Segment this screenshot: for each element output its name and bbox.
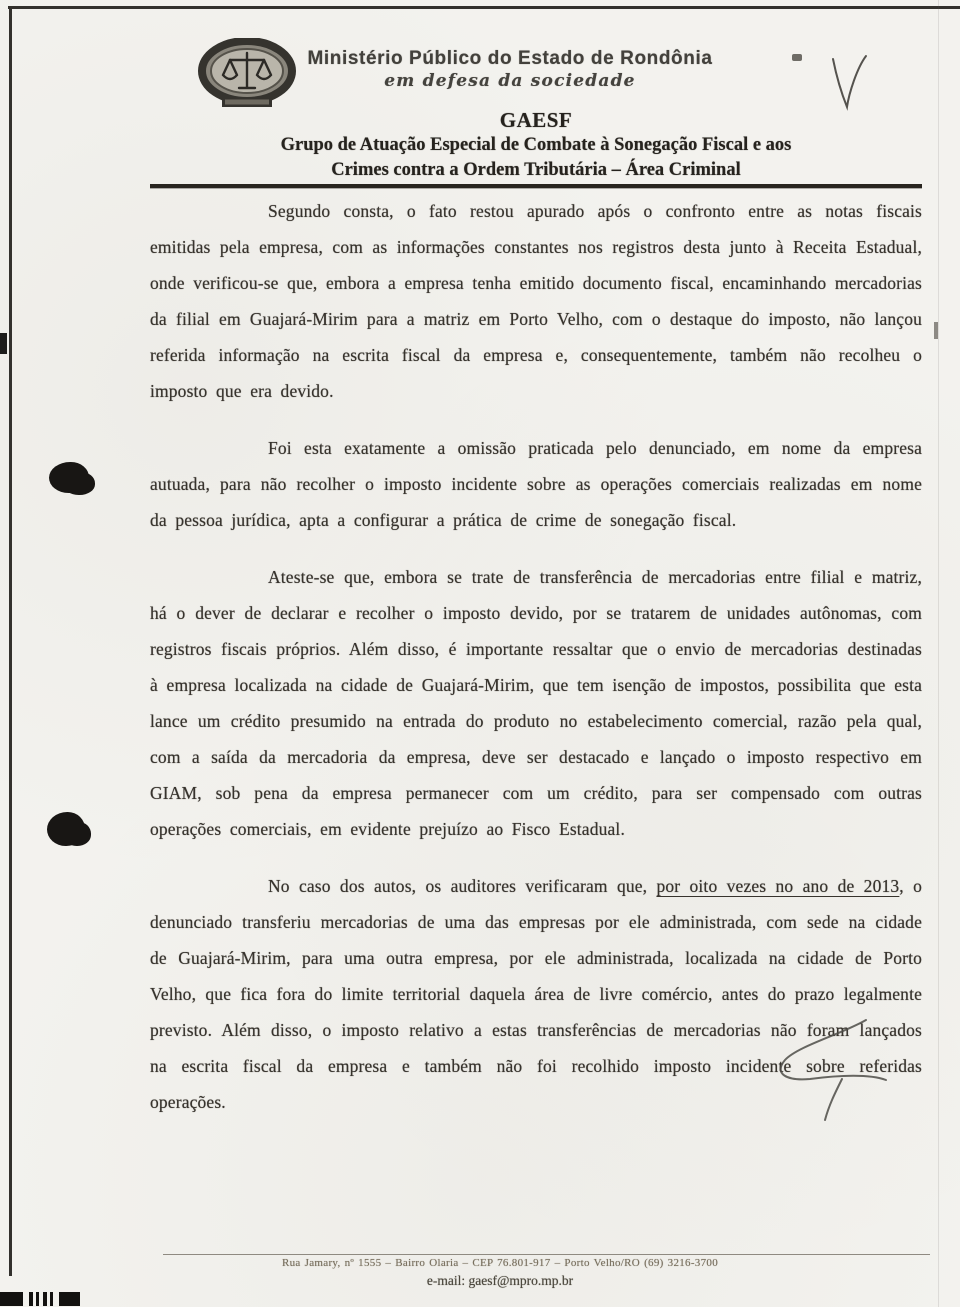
paragraph-1: Segundo consta, o fato restou apurado após o confronto entre as notas fiscais emitidas pela empresa, com as informações constantes nos registros desta junto à Receita Estadual, onde verificou-se que, embora a empresa tenha emitido documento fiscal, encaminhando mercadorias da filial em Guajará-Mirim para a matriz em Porto Velho, com o destaque do imposto, não lançou referida informação na escrita fiscal da empresa e, consequentemente, também não recolheu o imposto que era devido. (150, 201, 922, 401)
document-body (150, 193, 922, 1141)
org-motto: em defesa da sociedade (384, 71, 636, 91)
letterhead (0, 0, 960, 115)
ink-blob-2 (47, 812, 85, 846)
paragraph-3: Ateste-se que, embora se trate de transferência de mercadorias entre filial e matriz, há o dever de declarar e recolher o imposto devido, por se tratarem de unidades autônomas, com registros fiscais próprios. Além disso, é importante ressaltar que o envio de mercadorias destinadas à empresa localizada na cidade de Guajará-Mirim, que tem isenção de impostos, possibilita que esta lance um crédito presumido na entrada do produto no estabelecimento comercial, razão pela qual, com a saída da mercadoria da empresa, deve ser destacado e lançado o imposto respectivo em GIAM, sob pena da empresa permanecer com um crédito, para ser compensado com outras operações comerciais, em evidente prejuízo ao Fisco Estadual. (150, 567, 922, 839)
handwritten-check-mark (826, 52, 874, 114)
document-title-block (150, 108, 922, 183)
footer-email: e-mail: gaesf@mpro.mp.br (426, 1273, 574, 1288)
footer-address: Rua Jamary, nº 1555 – Bairro Olaria – CEP 76.801-917 – Porto Velho/RO (69) 3216-3700 (281, 1257, 719, 1269)
ink-blob-1 (49, 462, 89, 493)
scan-edge-right (938, 0, 939, 1307)
paragraph-4-lead: No caso dos autos, os auditores verificaram que, (268, 876, 657, 896)
scan-mark-left (0, 333, 7, 354)
document-title-line1: Grupo de Atuação Especial de Combate à Sonegação Fiscal e aos (280, 135, 792, 155)
footer-rule (163, 1254, 930, 1255)
paragraph-4-rest: , o denunciado transferiu mercadorias de uma das empresas por ele administrada, com sede na cidade de Guajará-Mirim, para uma outra empresa, por ele administrada, localizada na cidade de Porto Velho, que fica fora do limite territorial daquela área de livre comércio, antes do prazo legalmente previsto. Além disso, o imposto relativo a estas transferências de mercadorias não foram lançados na escrita fiscal da empresa e também não foi recolhido imposto incidente sobre referidas operações. (150, 876, 922, 1112)
mp-rondonia-seal-icon (197, 38, 297, 114)
paragraph-2: Foi esta exatamente a omissão praticada pelo denunciado, em nome da empresa autuada, para não recolher o imposto incidente sobre as operações comerciais realizadas em nome da pessoa jurídica, apta a configurar a prática de crime de sonegação fiscal. (150, 438, 922, 530)
barcode-artifact (0, 1292, 80, 1306)
scan-mark-right (934, 322, 938, 339)
scan-edge-left (9, 6, 12, 1276)
underlined-phrase: por oito vezes no ano de 2013 (656, 876, 900, 896)
document-acronym: GAESF (499, 108, 573, 132)
org-name: Ministério Público do Estado de Rondônia (307, 48, 713, 69)
header-rule (150, 184, 922, 188)
org-identity (300, 48, 720, 91)
document-title-line2: Crimes contra a Ordem Tributária – Área Criminal (331, 160, 741, 180)
handwritten-squiggle (768, 1016, 902, 1124)
